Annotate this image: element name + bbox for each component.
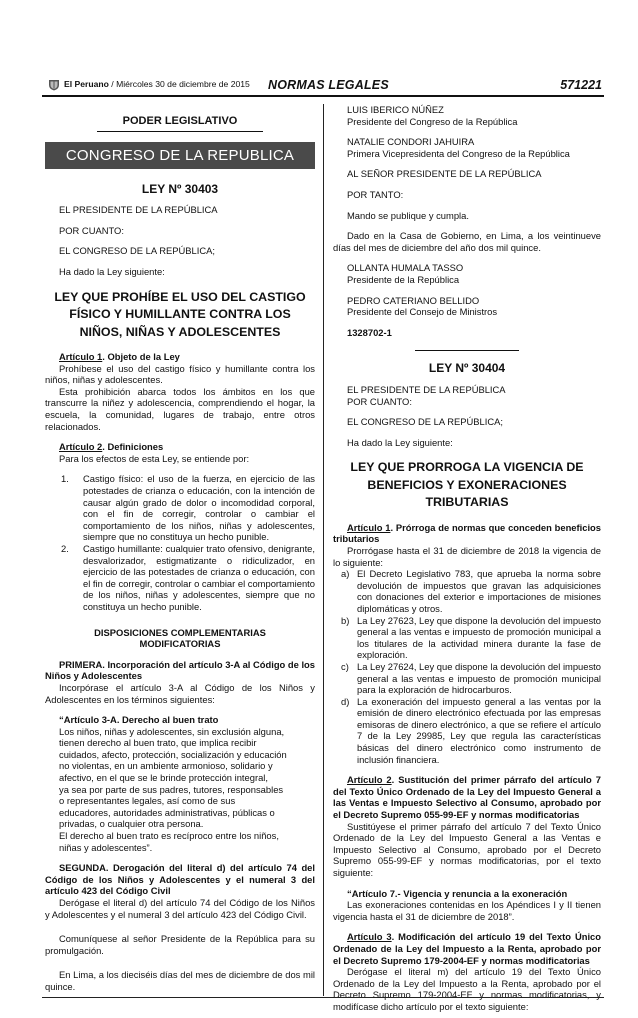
- law-title-line: FÍSICO Y HUMILLANTE CONTRA LOS: [69, 307, 291, 322]
- signatory-role: Presidente de la República: [347, 273, 460, 285]
- law-title-line: BENEFICIOS Y EXONERACIONES TRIBUTARIAS: [367, 477, 567, 510]
- law-title-line: LEY QUE PROHÍBE EL USO DEL CASTIGO: [54, 289, 306, 304]
- separator-rule: [415, 350, 519, 351]
- law-number: LEY Nº 30403: [141, 181, 219, 196]
- article-heading: Artículo 3. Modificación del artículo 19 del Texto Único Ordenado de la Ley del Impuesto a la Renta, aprobado por el Decreto Supremo 179-2004-EF y normas modificatorias: [333, 931, 601, 966]
- signatory-role: Presidente del Consejo de Ministros: [347, 306, 498, 318]
- paragraph: Sustitúyese el primer párrafo del artículo 7 del Texto Único Ordenado de la Ley del Impuesto General a las Ventas e Impuesto Selectivo al Consumo, aprobado por el Decreto Supremo 055-99-EF y normas modificatorias, por el texto siguiente:: [333, 820, 601, 878]
- article-heading: Artículo 2. Definiciones: [59, 441, 164, 453]
- text-line: POR CUANTO:: [59, 224, 124, 236]
- list-item: a) El Decreto Legislativo 783, que aprueba la norma sobre devolución de impuestos que gravan las adquisiciones con donaciones del exterior e importaciones de misiones diplomáticas y otros.: [341, 568, 601, 614]
- right-column: [333, 104, 601, 1013]
- text-line: POR TANTO:: [347, 188, 404, 200]
- page-header: [42, 78, 604, 100]
- text-line: AL SEÑOR PRESIDENTE DE LA REPÚBLICA: [347, 168, 542, 180]
- signatory-name: NATALIE CONDORI JAHUIRA: [347, 136, 475, 148]
- signatory-name: PEDRO CATERIANO BELLIDO: [347, 294, 480, 306]
- list-item: b) La Ley 27623, Ley que dispone la devolución del impuesto general a las ventas e impuesto de promoción municipal a los titulares de la actividad minera durante la fase de exploración.: [341, 614, 601, 661]
- quoted-article-heading: “Artículo 3-A. Derecho al buen trato: [59, 714, 219, 726]
- law-number: LEY Nº 30404: [428, 361, 506, 376]
- text-line: Ha dado la Ley siguiente:: [347, 436, 453, 448]
- law-title-line: LEY QUE PRORROGA LA VIGENCIA DE: [350, 460, 584, 475]
- article-heading: Artículo 1. Objeto de la Ley: [59, 351, 180, 363]
- paragraph: Derógase el literal m) del artículo 19 del Texto Único Ordenado de la Ley del Impuesto a la Renta, aprobado por el Decreto Supremo 179-2004-EF y normas modificatorias, y modifícase dicho artículo por el texto siguiente:: [333, 966, 601, 1012]
- list-item: d) La exoneración del impuesto general a las ventas por la emisión de dinero electrónico efectuada por las empresas emisoras de dinero electrónico, a que se refiere el artículo 7 de la Ley 29985, Ley que regula las características básicas del dinero electrónico como instrumento de inclusión financiera.: [341, 695, 601, 765]
- quoted-article-heading: “Artículo 7.- Vigencia y renuncia a la exoneración: [347, 887, 568, 899]
- publication-name: El Peruano: [64, 79, 109, 89]
- article-heading: Artículo 1. Prórroga de normas que conceden beneficios tributarios: [333, 521, 601, 545]
- text-line: Ha dado la Ley siguiente:: [59, 265, 165, 277]
- paragraph: Prohíbese el uso del castigo físico y humillante contra los niños, niñas y adolescentes.: [45, 362, 315, 386]
- list-item: c) La Ley 27624, Ley que dispone la devolución del impuesto general a las ventas e impuesto de promoción municipal para la exploración de hidrocarburos.: [341, 660, 601, 696]
- publication-date: Miércoles 30 de diciembre de 2015: [116, 79, 250, 89]
- list-item: 2. Castigo humillante: cualquier trato ofensivo, denigrante, desvalorizador, estigmatizante o ridiculizador, en ejercicio de las potestades de crianza o educación, con el fin de corregir, controlar o cambiar el comportamiento de los niños, niñas y adolescentes, siempre que no constituya un hecho punible.: [61, 542, 315, 612]
- paragraph: Incorpórase el artículo 3-A al Código de los Niños y Adolescentes en los términos siguientes:: [45, 681, 315, 705]
- text-line: EL PRESIDENTE DE LA REPÚBLICA: [347, 383, 506, 395]
- signatory-name: LUIS IBERICO NÚÑEZ: [347, 104, 444, 115]
- signatory-role: Presidente del Congreso de la República: [347, 115, 518, 127]
- left-column: [45, 104, 315, 993]
- quoted-article-body: Los niños, niñas y adolescentes, sin exclusión alguna, tienen derecho al buen trato, que implica recibir cuidados, afecto, protección, socialización y educación no violentas, en un ambiente armonioso, solidario y afectivo, en el que se le brinde protección integral, ya sea por parte de sus padres, tutores, responsables o representantes legales, así como de sus educadores, autoridades administrativas, públicas o privadas, o cualquier otra persona. El derecho al buen trato es recíproco entre los niños, niñas y adolescentes”.: [59, 725, 287, 853]
- provision-heading: PRIMERA. Incorporación del artículo 3-A al Código de los Niños y Adolescentes: [45, 658, 315, 682]
- paragraph: Para los efectos de esta Ley, se entiende por:: [59, 452, 250, 464]
- paragraph: Derógase el literal d) del artículo 74 del Código de los Niños y Adolescentes y el numeral 3 del artículo 423 del Código Civil.: [45, 897, 315, 920]
- paragraph: En Lima, a los dieciséis días del mes de diciembre de dos mil quince.: [45, 969, 315, 992]
- coat-of-arms-icon: [48, 79, 60, 91]
- document-code: 1328702-1: [347, 326, 392, 338]
- footer-rule: [42, 997, 604, 998]
- paragraph: Prorrógase hasta el 31 de diciembre de 2018 la vigencia de lo siguiente:: [333, 544, 601, 568]
- text-line: EL CONGRESO DE LA REPÚBLICA;: [347, 416, 503, 428]
- paragraph: Las exoneraciones contenidas en los Apéndices I y II tienen vigencia hasta el 31 de diciembre de 2018”.: [333, 899, 601, 922]
- publication-info: El Peruano / Miércoles 30 de diciembre de 2015: [64, 79, 250, 89]
- page-number: 571221: [560, 78, 602, 92]
- section-label: PODER LEGISLATIVO: [97, 116, 263, 132]
- paragraph: Esta prohibición abarca todos los ámbitos en los que transcurre la niñez y adolescencia, comprendiendo el hogar, la escuela, la comunidad, lugares de trabajo, entre otros relacionados.: [45, 385, 315, 432]
- signatory-name: OLLANTA HUMALA TASSO: [347, 262, 464, 274]
- section-heading: DISPOSICIONES COMPLEMENTARIAS: [94, 626, 266, 638]
- list-item: 1. Castigo físico: el uso de la fuerza, en ejercicio de las potestades de crianza o educación, con la intención de causar algún grado de dolor o incomodidad corporal, con el fin de corregir, controlar o cambiar el comportamiento de los niños, niñas y adolescentes, siempre que no constituya un hecho punible.: [61, 473, 315, 543]
- signatory-role: Primera Vicepresidenta del Congreso de la República: [347, 147, 570, 159]
- paragraph: Dado en la Casa de Gobierno, en Lima, a los veintinueve días del mes de diciembre del año dos mil quince.: [333, 230, 601, 253]
- section-title: NORMAS LEGALES: [268, 78, 389, 92]
- law-title: [333, 459, 601, 512]
- text-line: EL PRESIDENTE DE LA REPÚBLICA: [59, 204, 218, 216]
- text-line: Mando se publique y cumpla.: [347, 209, 469, 221]
- paragraph: Comuníquese al señor Presidente de la República para su promulgación.: [45, 933, 315, 956]
- law-title-line: NIÑOS, NIÑAS Y ADOLESCENTES: [79, 324, 281, 339]
- text-line: EL CONGRESO DE LA REPÚBLICA;: [59, 245, 215, 257]
- column-divider: [323, 104, 324, 996]
- section-heading: MODIFICATORIAS: [139, 638, 221, 650]
- law-title: [45, 289, 315, 342]
- provision-heading: SEGUNDA. Derogación del literal d) del artículo 74 del Código de los Niños y Adolescentes y el numeral 3 del artículo 423 del Código Civil: [45, 862, 315, 897]
- text-line: POR CUANTO:: [347, 395, 412, 407]
- article-heading: Artículo 2. Sustitución del primer párrafo del artículo 7 del Texto Único Ordenado de la Ley del Impuesto General a las Ventas e Impuesto Selectivo al Consumo, aprobado por el Decreto Supremo 055-99-EF y normas modificatorias: [333, 774, 601, 821]
- congress-banner: CONGRESO DE LA REPUBLICA: [45, 142, 315, 169]
- header-rule: [42, 95, 604, 97]
